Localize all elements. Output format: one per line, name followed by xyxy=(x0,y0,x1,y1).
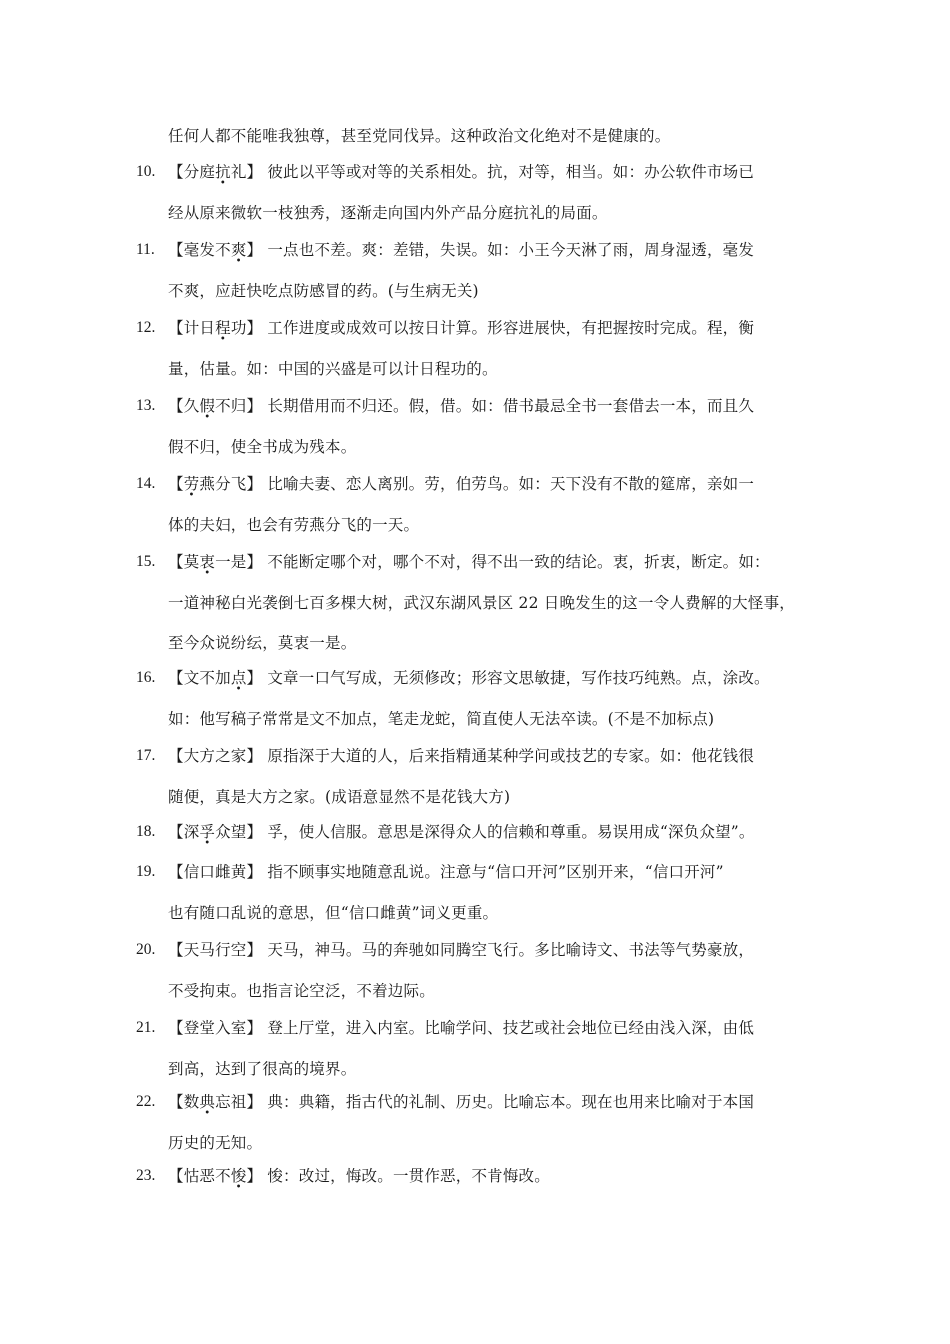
entry-number: 18. xyxy=(136,823,156,840)
entry-number: 15. xyxy=(136,553,156,570)
entry-head-line: 【怙恶不悛 • 】 悛：改过，悔改。一贯作恶，不肯悔改。 xyxy=(168,1167,550,1193)
idiom-pre: 深 xyxy=(183,823,200,841)
entry-continuation: 不爽，应赶快吃点防感冒的药。(与生病无关) xyxy=(168,282,479,300)
idiom-post: 忘祖 xyxy=(215,1093,247,1111)
entry-head-line: 【天马行空】 天马，神马。马的奔驰如同腾空飞行。多比喻诗文、书法等气势豪放， xyxy=(168,941,755,959)
entry-definition: 悛：改过，悔改。一贯作恶，不肯悔改。 xyxy=(267,1167,550,1185)
entry-number: 23. xyxy=(136,1167,156,1184)
entry-definition: 文章一口气写成，无须修改；形容文思敏捷，写作技巧纯熟。点，涂改。 xyxy=(267,669,770,687)
entry-head-line: 【分庭抗 • 礼】 彼此以平等或对等的关系相处。抗，对等，相当。如：办公软件市场已 xyxy=(168,163,755,189)
idiom-dotted-char: 孚 • xyxy=(199,823,216,849)
entry-head-line: 【文不加点 • 】 文章一口气写成，无须修改；形容文思敏捷，写作技巧纯熟。点，涂改。 xyxy=(168,669,770,695)
entry-definition: 彼此以平等或对等的关系相处。抗，对等，相当。如：办公软件市场已 xyxy=(267,163,755,181)
idiom-pre: 文不加 xyxy=(183,669,231,687)
entry-continuation: 量，估量。如：中国的兴盛是可以计日程功的。 xyxy=(168,360,498,378)
idiom-pre: 莫 xyxy=(183,553,200,571)
idiom-dotted-char: 假 • xyxy=(199,397,216,423)
idiom-term: 大方之家 xyxy=(183,747,247,765)
entry-definition: 工作进度或成效可以按日计算。形容进展快，有把握按时完成。程，衡 xyxy=(267,319,755,337)
idiom-dotted-char: 抗 • xyxy=(215,163,231,189)
idiom-term: 信口雌黄 xyxy=(183,863,247,881)
idiom-dotted-char: 点 • xyxy=(230,669,247,695)
entry-definition: 一点也不差。爽：差错，失误。如：小王今天淋了雨，周身湿透，毫发 xyxy=(267,241,755,259)
entry-continuation: 体的夫妇，也会有劳燕分飞的一天。 xyxy=(168,516,420,534)
idiom-post: 燕分飞 xyxy=(199,475,247,493)
entry-number: 13. xyxy=(136,397,156,414)
entry-head-line: 【大方之家】 原指深于大道的人，后来指精通某种学问或技艺的专家。如：他花钱很 xyxy=(168,747,755,765)
idiom-dotted-char: 劳 • xyxy=(183,475,200,501)
entry-definition: 指不顾事实地随意乱说。注意与“信口开河”区别开来，“信口开河” xyxy=(267,863,724,881)
entry-head-line: 【数典 • 忘祖】 典：典籍，指古代的礼制、历史。比喻忘本。现在也用来比喻对于本国 xyxy=(168,1093,755,1119)
entry-continuation: 如：他写稿子常常是文不加点，笔走龙蛇，简直使人无法卒读。(不是不加标点) xyxy=(168,710,715,728)
entry-definition: 孚，使人信服。意思是深得众人的信赖和尊重。易误用成“深负众望”。 xyxy=(267,823,755,841)
entry-number: 17. xyxy=(136,747,156,764)
idiom-term: 天马行空 xyxy=(183,941,247,959)
entry-head-line: 【莫衷 • 一是】 不能断定哪个对，哪个不对，得不出一致的结论。衷，折衷，断定。如： xyxy=(168,553,770,579)
entry-head-line: 【劳 • 燕分飞】 比喻夫妻、恋人离别。劳，伯劳鸟。如：天下没有不散的筵席，亲如一 xyxy=(168,475,755,501)
entry-number: 11. xyxy=(136,241,155,258)
entry-number: 14. xyxy=(136,475,156,492)
idiom-pre: 毫发不 xyxy=(183,241,231,259)
entry-continuation: 一道神秘白光袭倒七百多棵大树，武汉东湖风景区 22 日晚发生的这一令人费解的大怪事， xyxy=(168,594,795,612)
entry-number: 22. xyxy=(136,1093,156,1110)
entry-head-line: 【久假 • 不归】 长期借用而不归还。假，借。如：借书最忌全书一套借去一本，而且久 xyxy=(168,397,755,423)
entry-head-line: 【毫发不爽 • 】 一点也不差。爽：差错，失误。如：小王今天淋了雨，周身湿透，毫发 xyxy=(168,241,755,267)
entry-definition: 长期借用而不归还。假，借。如：借书最忌全书一套借去一本，而且久 xyxy=(267,397,755,415)
entry-definition: 典：典籍，指古代的礼制、历史。比喻忘本。现在也用来比喻对于本国 xyxy=(267,1093,755,1111)
entry-head-line: 【深孚 • 众望】 孚，使人信服。意思是深得众人的信赖和尊重。易误用成“深负众望”。 xyxy=(168,823,755,849)
entry-head-line: 【登堂入室】 登上厅堂，进入内室。比喻学问、技艺或社会地位已经由浅入深，由低 xyxy=(168,1019,755,1037)
entry-number: 10. xyxy=(136,163,156,180)
idiom-dotted-char: 悛 • xyxy=(230,1167,247,1193)
entry-continuation: 也有随口乱说的意思，但“信口雌黄”词义更重。 xyxy=(168,904,499,922)
entry-definition: 不能断定哪个对，哪个不对，得不出一致的结论。衷，折衷，断定。如： xyxy=(267,553,770,571)
entry-continuation: 至今众说纷纭，莫衷一是。 xyxy=(168,634,357,652)
idiom-pre: 怙恶不 xyxy=(183,1167,231,1185)
idiom-post: 众望 xyxy=(215,823,247,841)
entry-number: 16. xyxy=(136,669,156,686)
idiom-pre: 分庭 xyxy=(183,163,216,181)
entry-number: 19. xyxy=(136,863,156,880)
idiom-pre: 数 xyxy=(183,1093,200,1111)
entry-continuation: 假不归，使全书成为残本。 xyxy=(168,438,357,456)
idiom-dotted-char: 爽 • xyxy=(230,241,247,267)
entry-continuation: 历史的无知。 xyxy=(168,1134,263,1152)
idiom-dotted-char: 衷 • xyxy=(199,553,216,579)
continuation-line: 任何人都不能唯我独尊，甚至党同伐异。这种政治文化绝对不是健康的。 xyxy=(168,127,671,145)
idiom-post: 功 xyxy=(230,319,247,337)
idiom-post: 礼 xyxy=(230,163,247,181)
entry-continuation: 不受拘束。也指言论空泛，不着边际。 xyxy=(168,982,435,1000)
idiom-dotted-char: 典 • xyxy=(199,1093,216,1119)
idiom-pre: 计日 xyxy=(183,319,216,337)
entry-definition: 比喻夫妻、恋人离别。劳，伯劳鸟。如：天下没有不散的筵席，亲如一 xyxy=(267,475,755,493)
entry-number: 21. xyxy=(136,1019,156,1036)
entry-continuation: 到高，达到了很高的境界。 xyxy=(168,1060,357,1078)
idiom-dotted-char: 程 • xyxy=(215,319,231,345)
idiom-post: 一是 xyxy=(215,553,247,571)
entry-number: 12. xyxy=(136,319,156,336)
entry-number: 20. xyxy=(136,941,156,958)
entry-head-line: 【信口雌黄】 指不顾事实地随意乱说。注意与“信口开河”区别开来，“信口开河” xyxy=(168,863,724,881)
entry-definition: 天马，神马。马的奔驰如同腾空飞行。多比喻诗文、书法等气势豪放， xyxy=(267,941,755,959)
entry-definition: 登上厅堂，进入内室。比喻学问、技艺或社会地位已经由浅入深，由低 xyxy=(267,1019,755,1037)
idiom-pre: 久 xyxy=(183,397,200,415)
idiom-term: 登堂入室 xyxy=(183,1019,247,1037)
idiom-post: 不归 xyxy=(215,397,247,415)
entry-continuation: 随便，真是大方之家。(成语意显然不是花钱大方) xyxy=(168,788,511,806)
entry-continuation: 经从原来微软一枝独秀，逐渐走向国内外产品分庭抗礼的局面。 xyxy=(168,204,608,222)
entry-definition: 原指深于大道的人，后来指精通某种学问或技艺的专家。如：他花钱很 xyxy=(267,747,755,765)
entry-head-line: 【计日程 • 功】 工作进度或成效可以按日计算。形容进展快，有把握按时完成。程，衡 xyxy=(168,319,755,345)
